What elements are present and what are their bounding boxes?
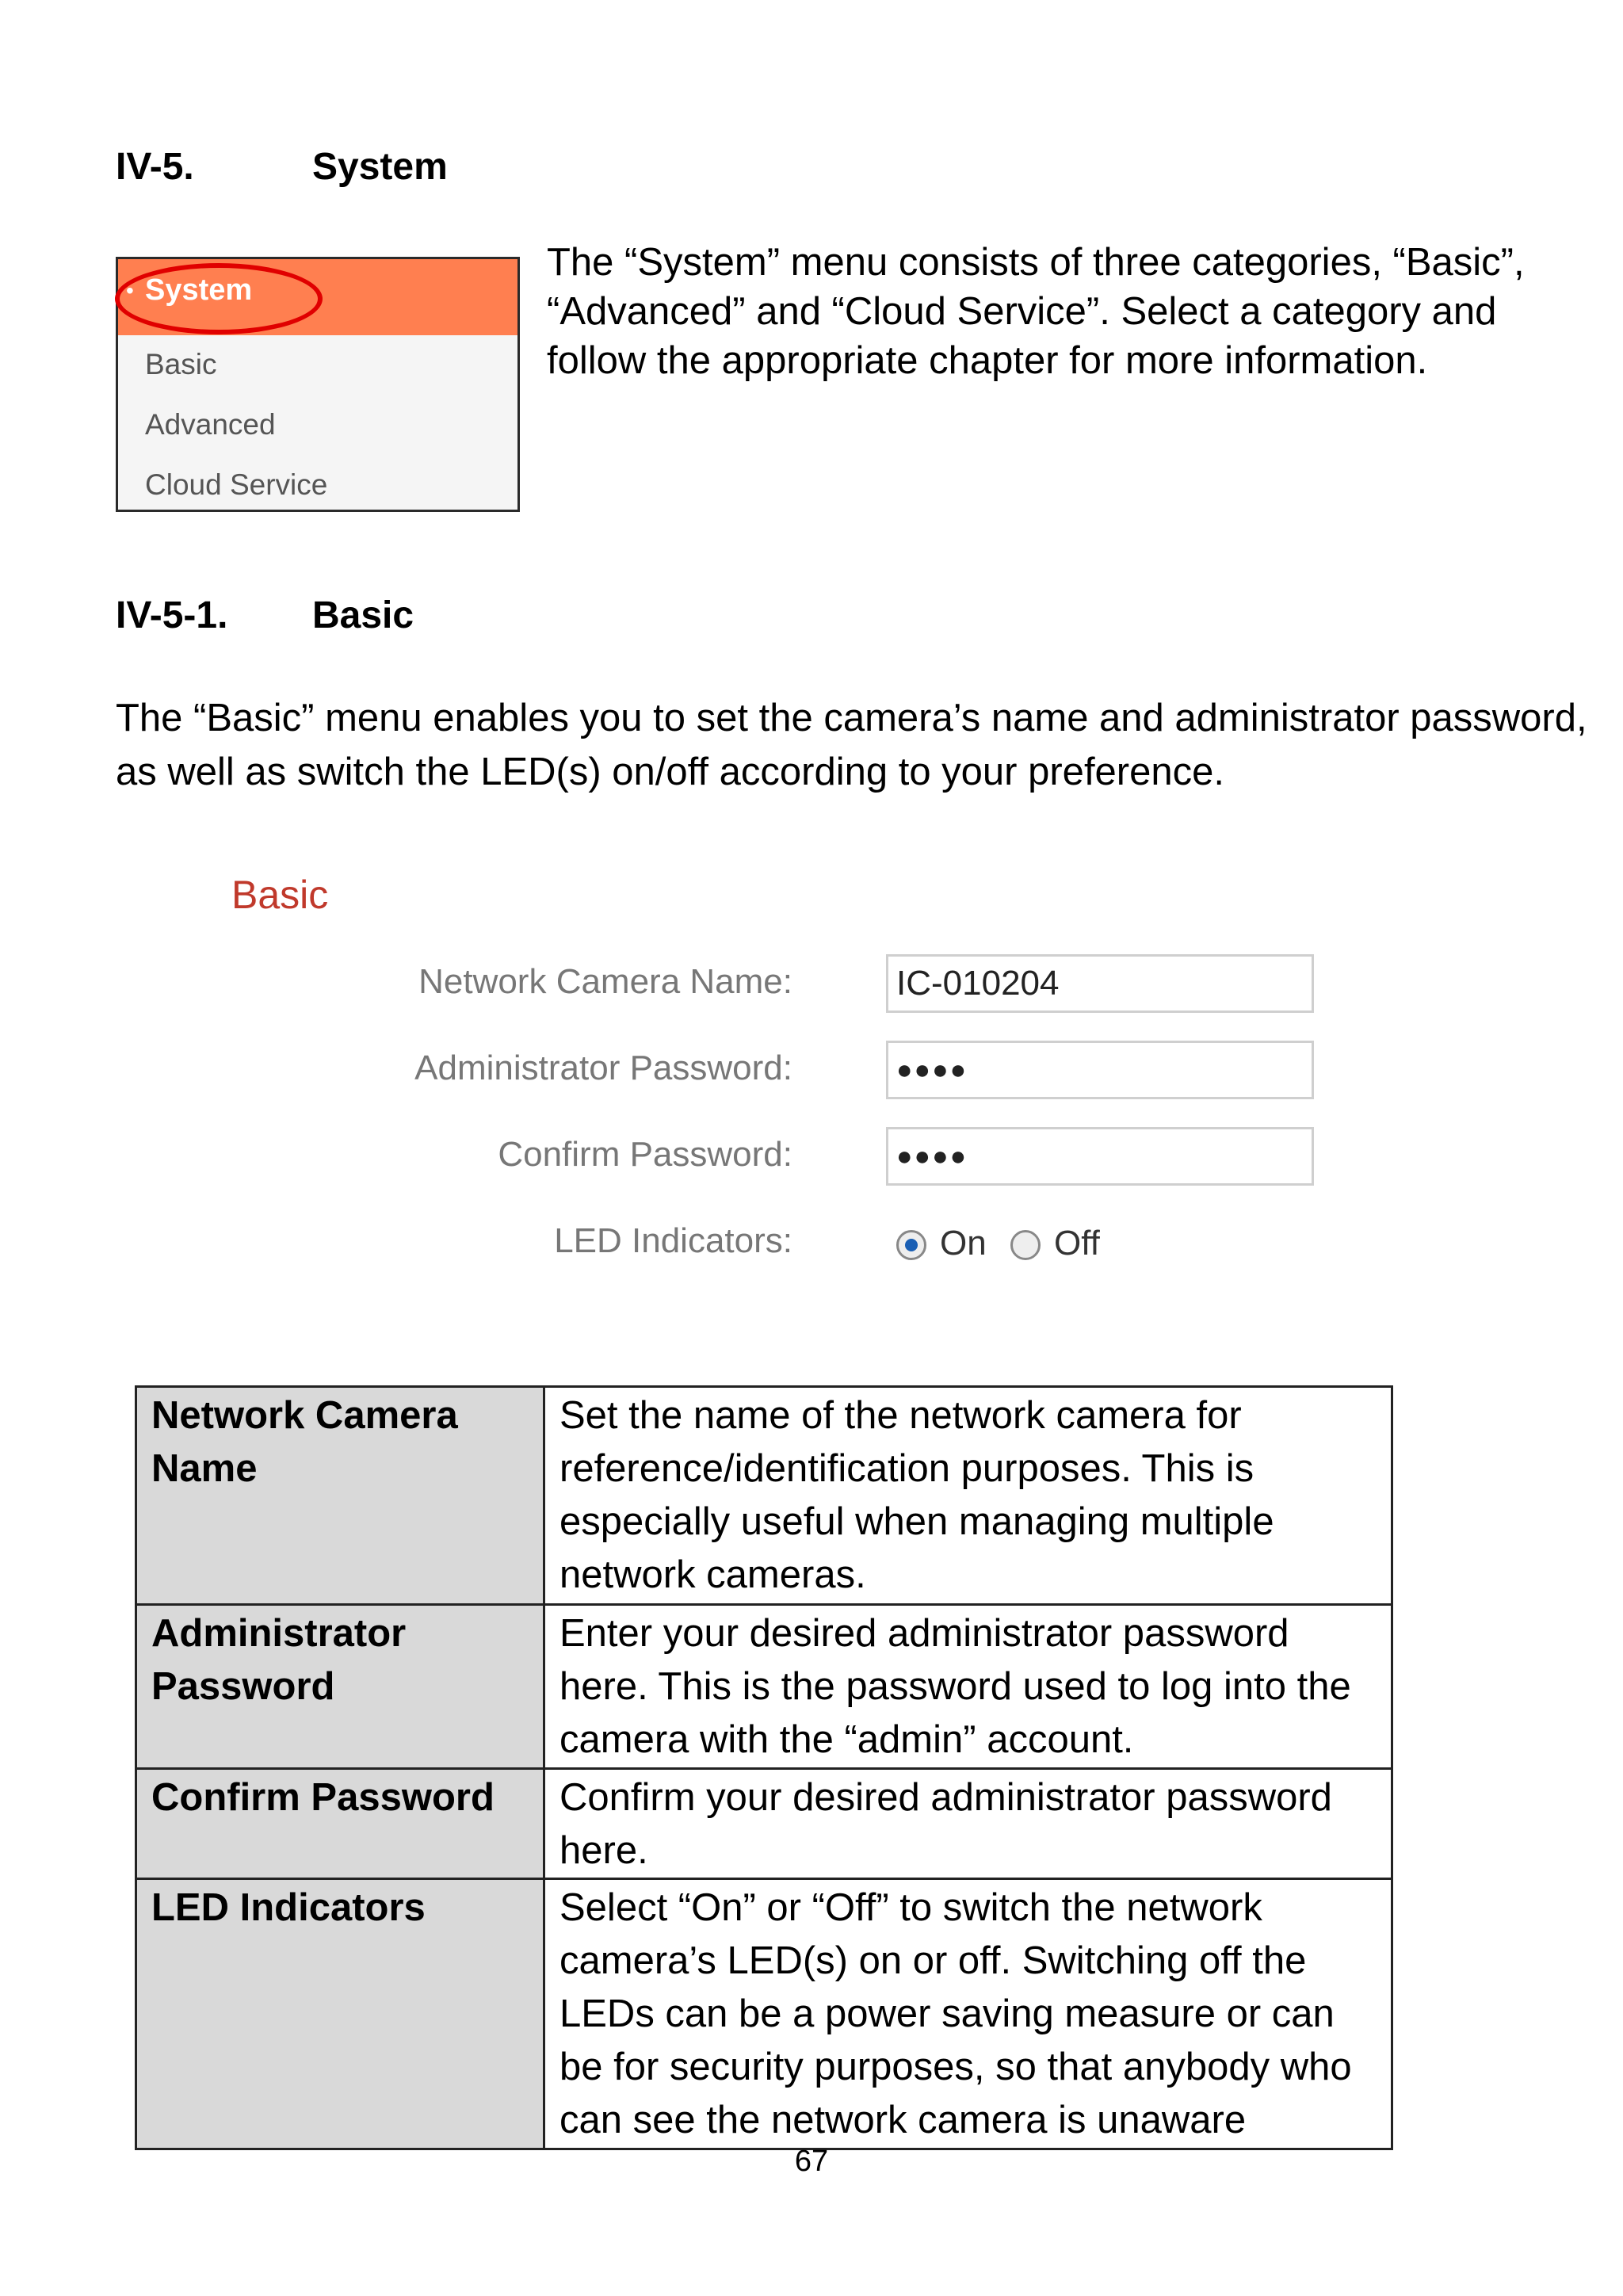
basic-description: The “Basic” menu enables you to set the camera’s name and administrator password, as well as switch the LED(s) on/off according to your preference. (116, 697, 1587, 793)
section-title: System (312, 146, 448, 188)
camera-name-label: Network Camera Name: (418, 962, 792, 1001)
admin-password-label: Administrator Password: (414, 1049, 792, 1087)
table-row (136, 1769, 1392, 1879)
table-desc: Select “On” or “Off” to switch the network camera’s LED(s) on or off. Switching off the LEDs can be a power saving measure or can be for security purposes, so that anybody who can see the network camera is unaware (544, 1879, 1392, 2149)
bullet-icon: • (126, 278, 134, 303)
highlight-circle (115, 263, 323, 334)
menu-item-advanced[interactable]: Advanced (145, 408, 276, 441)
table-row (136, 1879, 1392, 2149)
table-row (136, 1605, 1392, 1769)
led-off-label: Off (1054, 1224, 1100, 1263)
menu-item-cloud-service[interactable]: Cloud Service (145, 468, 328, 501)
table-desc: Confirm your desired administrator password here. (544, 1769, 1392, 1879)
admin-password-input[interactable]: ●●●● (886, 1041, 1314, 1099)
table-desc: Enter your desired administrator password here. This is the password used to log into the camera with the “admin” account. (544, 1605, 1392, 1769)
table-term: Confirm Password (136, 1769, 544, 1879)
system-menu-header-label: System (145, 273, 253, 307)
form-title: Basic (231, 873, 329, 917)
table-row (136, 1387, 1392, 1605)
table-term: Administrator Password (136, 1605, 544, 1769)
subsection-number: IV-5-1. (116, 594, 228, 636)
system-menu (116, 257, 520, 512)
led-on-radio[interactable] (896, 1230, 926, 1260)
page-number: 67 (794, 2145, 829, 2178)
led-on-label: On (940, 1224, 987, 1263)
settings-table (135, 1385, 1393, 2150)
subsection-title: Basic (312, 594, 414, 636)
table-desc: Set the name of the network camera for reference/identification purposes. This is especially useful when managing multiple network cameras. (544, 1387, 1392, 1605)
intro-paragraph: The “System” menu consists of three categories, “Basic”, “Advanced” and “Cloud Service”. Select a category and follow the appropriate chapter for more information. (547, 241, 1525, 382)
led-off-radio[interactable] (1010, 1230, 1041, 1260)
section-number: IV-5. (116, 146, 194, 188)
table-term: LED Indicators (136, 1879, 544, 2149)
camera-name-input[interactable]: IC-010204 (886, 954, 1314, 1013)
menu-item-basic[interactable]: Basic (145, 348, 217, 380)
system-menu-header[interactable] (118, 259, 517, 335)
led-label: LED Indicators: (554, 1221, 792, 1260)
table-term: Network Camera Name (136, 1387, 544, 1605)
confirm-password-input[interactable]: ●●●● (886, 1127, 1314, 1186)
confirm-password-label: Confirm Password: (498, 1135, 792, 1174)
